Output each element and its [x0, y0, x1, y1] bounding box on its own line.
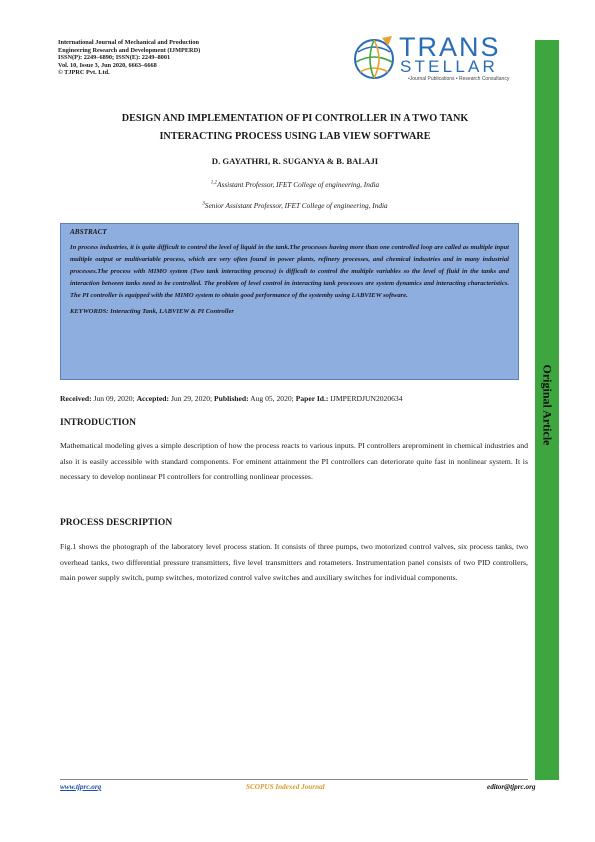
- footer-email[interactable]: editor@tjprc.org: [487, 783, 536, 791]
- trans-stellar-logo: [352, 34, 532, 86]
- process-description-body: Fig.1 shows the photograph of the laboratory level process station. It consists of three pumps, two motorized control valves, six process tanks, two overhead tanks, two differential pressure transmitters, five level transmitters and rotameters. Instrumentation panel consists of two PID controllers, main power supply switch, pump switches, motorized control valve switches and auxiliary switches for individual components.: [60, 542, 528, 583]
- logo-stellar-text: STELLAR: [400, 57, 498, 76]
- authors: D. GAYATHRI, R. SUGANYA & B. BALAJI: [211, 156, 379, 166]
- title-line-2: INTERACTING PROCESS USING LAB VIEW SOFTWARE: [159, 131, 431, 142]
- affiliation-sup: 3: [202, 201, 205, 207]
- affiliation-2: [60, 201, 530, 210]
- affiliation-text: Senior Assistant Professor, IFET College of engineering, India: [204, 201, 388, 210]
- keywords: KEYWORDS: Interacting Tank, LABVIEW & PI Controller: [70, 308, 234, 316]
- affiliation-sup: 1,2: [210, 180, 218, 186]
- journal-line: © TJPRC Pvt. Ltd.: [58, 69, 110, 77]
- received-date: Jun 09, 2020;: [93, 394, 135, 403]
- paper-id-label: Paper Id.:: [295, 394, 329, 403]
- globe-logo-icon: [352, 34, 398, 84]
- abstract-heading: ABSTRACT: [70, 228, 107, 236]
- received-label: Received:: [60, 394, 92, 403]
- introduction-heading: INTRODUCTION: [60, 418, 137, 428]
- process-description-heading: PROCESS DESCRIPTION: [60, 518, 173, 528]
- journal-info: [58, 39, 318, 77]
- journal-line: Vol. 10, Issue 3, Jun 2020, 6663–6668: [58, 61, 157, 69]
- journal-line: Engineering Research and Development (IJMPERD): [58, 46, 201, 54]
- publication-dates: [60, 394, 530, 403]
- journal-line: International Journal of Mechanical and Production: [58, 39, 200, 46]
- side-banner-label: Original Article: [540, 364, 555, 446]
- logo-trans-text: TRANS: [399, 32, 501, 62]
- paper-id: IJMPERDJUN2020634: [330, 394, 403, 403]
- accepted-date: Jun 29, 2020;: [170, 394, 213, 403]
- accepted-label: Accepted:: [136, 394, 170, 403]
- affiliation-1: [60, 180, 530, 189]
- published-label: Published:: [214, 394, 249, 403]
- affiliation-text: Assistant Professor, IFET College of engineering, India: [217, 180, 380, 189]
- journal-line: ISSN(P): 2249–6890; ISSN(E): 2249–8001: [58, 54, 171, 62]
- published-date: Aug 05, 2020;: [250, 394, 294, 403]
- footer-website-link[interactable]: www.tjprc.org: [60, 783, 102, 791]
- abstract-box: [60, 223, 519, 380]
- introduction-body: Mathematical modeling gives a simple description of how the process reacts to various inputs. PI controllers areprominent in chemical industries and also it is easily accessible with standard components. For eminent attainment the PI controllers can deteriorate quite fast in nonlinear system. It is necessary to develop nonlinear PI controllers for controlling nonlinear processes.: [60, 441, 528, 482]
- paper-title: [60, 110, 530, 146]
- logo-tagline: •Journal Publications • Research Consultancy: [408, 76, 510, 82]
- footer-divider: [60, 779, 528, 780]
- abstract-body: In process industries, it is quite difficult to control the level of liquid in the tank.The processes having more than one controlled loop are called as multiple input multiple output or multivariable process, which are very often found in power plants, refinery processes, and chemical industries and in many industrial processes.The process with MIMO system (Two tank interacting process) is difficult to control the multiple variables so the level of fluid in the tanks and interaction between tanks need to be controlled. The problem of level control in interacting tank processes are system dynamics and interacting characteristics. The PI controller is equipped with the MIMO system to obtain good performance of the systemby using LABVIEW software.: [70, 244, 509, 300]
- footer-scopus-label: SCOPUS Indexed Journal: [246, 783, 325, 791]
- title-line-1: DESIGN AND IMPLEMENTATION OF PI CONTROLLER IN A TWO TANK: [121, 113, 469, 124]
